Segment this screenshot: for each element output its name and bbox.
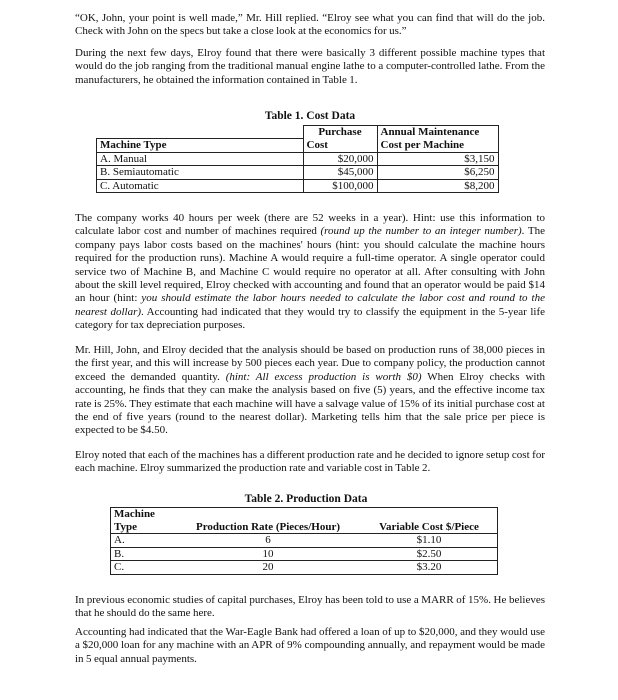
table-row (111, 561, 498, 575)
table1-header-maintenance-cost: Cost per Machine (377, 139, 498, 153)
production-data-table (110, 507, 498, 575)
p4-hint-excess: (hint: All excess production is worth $0) (225, 370, 422, 383)
paragraph-production-rate: Elroy noted that each of the machines has a different production rate and he decided to ignore setup cost for each machine. Elroy summarized the production rate and variable cost in Table 2. (75, 449, 545, 475)
table1-header-maintenance: Annual Maintenance (377, 126, 498, 139)
table2-header-blank-2 (361, 508, 498, 521)
table2-cell-rate: 20 (175, 561, 361, 575)
paragraph-bank-loan: Accounting had indicated that the War-Eagle Bank had offered a loan of up to $20,000, and they would use a $20,000 loan for any machine with an APR of 9% compounding annually, and repayment would be made in 5 equal annual payments. (75, 626, 545, 665)
p3-text-c: . Accounting had indicated that they would try to classify the equipment in the 5-year life category for tax depreciation purposes. (75, 305, 545, 332)
paragraph-intro-quote: “OK, John, your point is well made,” Mr. Hill replied. “Elroy see what you can find that will do the job. Check with John on the specs but take a close look at the economics for us.” (75, 12, 545, 38)
table2-cell-rate: 6 (175, 534, 361, 548)
table1-cell-purchase: $20,000 (303, 152, 377, 166)
table-row (97, 179, 499, 193)
table2-cell-type: C. (111, 561, 176, 575)
p3-hint-labor-hours: you should estimate the labor hours needed to calculate the labor cost and round to the nearest dollar) (75, 292, 545, 318)
table1-header-machine-type: Machine Type (97, 139, 304, 153)
table1-header-purchase-cost: Cost (303, 139, 377, 153)
paragraph-marr: In previous economic studies of capital purchases, Elroy has been told to use a MARR of 15%. He believes that he should do the same here. (75, 594, 545, 620)
p3-text-a: The company works 40 hours per week (there are 52 weeks in a year). Hint: use this information to calculate labor cost and number of machines required (75, 212, 545, 238)
table2-cell-type: B. (111, 547, 176, 561)
table1-cell-maintenance: $6,250 (377, 166, 498, 180)
table2-header-variable: Variable Cost $/Piece (361, 521, 498, 534)
table2-cell-rate: 10 (175, 547, 361, 561)
table2-cell-variable: $1.10 (361, 534, 498, 548)
table1-cell-type: A. Manual (97, 152, 304, 166)
table1-cell-maintenance: $3,150 (377, 152, 498, 166)
paragraph-labor-info (75, 212, 545, 333)
table1-cell-type: B. Semiautomatic (97, 166, 304, 180)
table2-header-machine: Machine (111, 508, 176, 521)
p4-text-b: When Elroy checks with accounting, he finds that they can make the analysis based on five (5) years, and the effective income tax rate is 25%. They estimate that each machine will have a salvage value of 15% of its initial purchase cost at the end of five years (round to the nearest dollar). Marketing tells him that the sale price per piece is expected to be $4.50. (75, 370, 546, 437)
table2-cell-variable: $3.20 (361, 561, 498, 575)
p3-text-b: . The company pays labor costs based on the machines' hours (hint: you should calculate the machine hours required for the production runs). Machine A would require a full-time operator. A single operator could service two of Machine B, and Machine C would require no operator at all. After consulting with John about the skill level required, Elroy checked with accounting and found that an operator would be paid $14 an hour (hint: (75, 225, 545, 305)
p4-text-a: Mr. Hill, John, and Elroy decided that the analysis should be based on production runs of 38,000 pieces in the first year, and this will increase by 500 pieces each year. Due to company policy, the production cannot exceed the demanded quantity. (75, 344, 545, 383)
table1-cell-maintenance: $8,200 (377, 179, 498, 193)
table-row (111, 534, 498, 548)
table2-header-blank-1 (175, 508, 361, 521)
table2-header-type: Type (111, 521, 176, 534)
table1-header-blank (97, 126, 304, 139)
table2-cell-variable: $2.50 (361, 547, 498, 561)
table-row (111, 547, 498, 561)
table1-title: Table 1. Cost Data (264, 110, 356, 122)
paragraph-machine-types: During the next few days, Elroy found that there were basically 3 different possible machine types that would do the job ranging from the traditional manual engine lathe to a computer-controlled lathe. From the manufacturers, he obtained the information contained in Table 1. (75, 47, 545, 86)
table2-cell-type: A. (111, 534, 176, 548)
paragraph-production-runs (75, 344, 545, 438)
table-row (97, 152, 499, 166)
table2-header-rate: Production Rate (Pieces/Hour) (175, 521, 361, 534)
cost-data-table (96, 125, 499, 193)
table1-cell-purchase: $100,000 (303, 179, 377, 193)
p3-hint-round-up: (round up the number to an integer number) (320, 225, 522, 238)
table1-cell-type: C. Automatic (97, 179, 304, 193)
table-row (97, 166, 499, 180)
table2-title: Table 2. Production Data (244, 493, 368, 505)
table1-header-purchase: Purchase (303, 126, 377, 139)
table1-cell-purchase: $45,000 (303, 166, 377, 180)
